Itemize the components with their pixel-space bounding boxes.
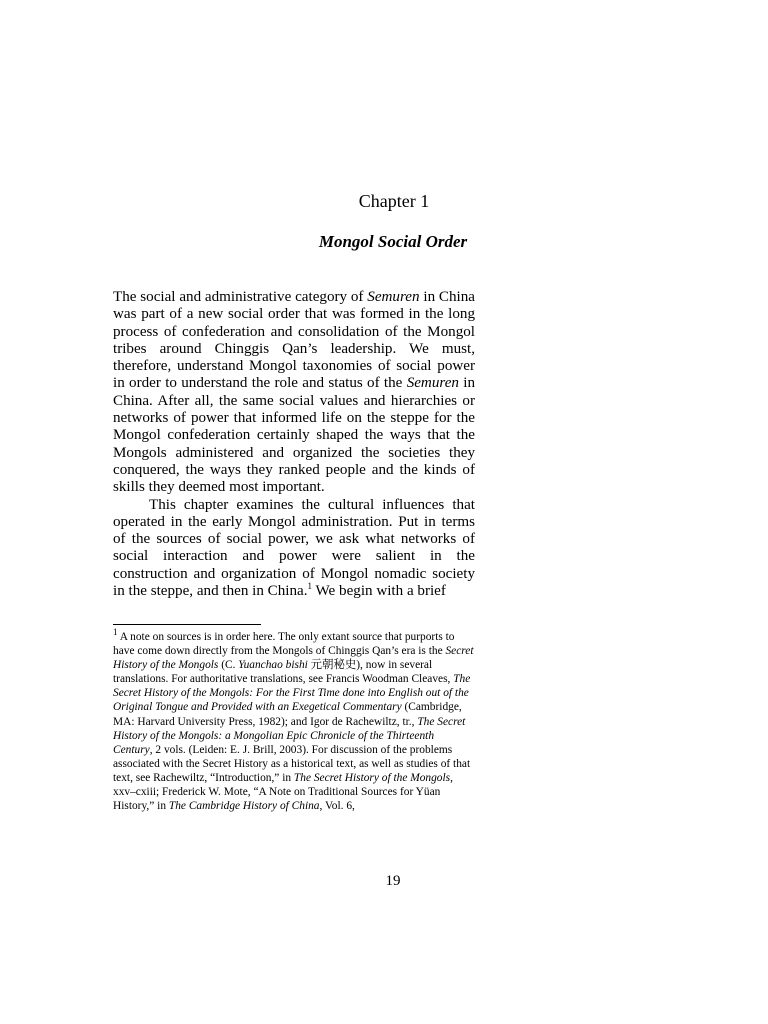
text-run: , Vol. 6, — [319, 800, 355, 813]
text-run: 元朝秘史), now in several translations. For authoritative translations, see Francis Woodman Cleaves, — [113, 659, 454, 686]
page-number: 19 — [385, 873, 401, 889]
footnote-marker: 1 — [113, 627, 118, 638]
text-run: , xxv–cxiii; Frederick W. Mote, “A Note on Traditional Sources for Yüan History,” in — [113, 771, 453, 813]
text-run: (C. — [218, 659, 239, 672]
chapter-number: Chapter 1 — [358, 191, 430, 211]
body-paragraph — [113, 289, 475, 497]
text-run: The social and administrative category of — [113, 289, 368, 305]
text-run: This chapter examines the cultural influences that operated in the early Mongol administration. Put in terms of the sources of social power, we ask what networks of social interaction and power were salient in the construction and organization of Mongol nomadic society in the steppe, and then in China. — [113, 496, 475, 600]
italic-term: Semuren — [367, 289, 420, 305]
footnote-paragraph — [113, 627, 475, 813]
italic-title: The Secret History of the Mongols — [293, 771, 451, 784]
footnote-divider — [113, 624, 261, 625]
chapter-title: Mongol Social Order — [318, 232, 468, 251]
body-paragraph — [113, 497, 475, 601]
text-run: in China. After all, the same social values and hierarchies or networks of power that informed life on the steppe for the Mongol confederation certainly shaped the ways that the Mongols administered and organized the societies they conquered, the ways they ranked people and the kinds of skills they deemed most important. — [113, 375, 475, 496]
text-run: , 2 vols. (Leiden: E. J. Brill, 2003). For discussion of the problems associated with the Secret History as a historical text, as well as studies of that text, see Rachewiltz, “Introduction,” in — [113, 743, 471, 784]
italic-title: Secret History of the Mongols — [113, 645, 474, 672]
text-run: A note on sources is in order here. The only extant source that purports to have come down directly from the Mongols of Chinggis Qan’s era is the — [113, 631, 455, 658]
italic-title: The Cambridge History of China — [168, 800, 320, 813]
body-text — [113, 289, 475, 600]
text-run: We begin with a brief — [312, 583, 446, 600]
italic-title: The Secret History of the Mongols: a Mongolian Epic Chronicle of the Thirteenth Century — [113, 715, 466, 756]
italic-term: Yuanchao bishi — [238, 659, 308, 672]
footnote — [113, 627, 475, 813]
text-run: in China was part of a new social order that was formed in the long process of confederation and consolidation of the Mongol tribes around Chinggis Qan’s leadership. We must, therefore, understand Mongol taxonomies of social power in order to understand the role and status of the — [113, 289, 475, 392]
italic-term: Semuren — [406, 375, 459, 392]
footnote-reference[interactable]: 1 — [307, 581, 313, 592]
text-run: (Cambridge, MA: Harvard University Press, 1982); and Igor de Rachewiltz, tr., — [113, 701, 462, 728]
italic-title: The Secret History of the Mongols: For the First Time done into English out of the Original Tongue and Provided with an Exegetical Commentary — [113, 673, 471, 714]
